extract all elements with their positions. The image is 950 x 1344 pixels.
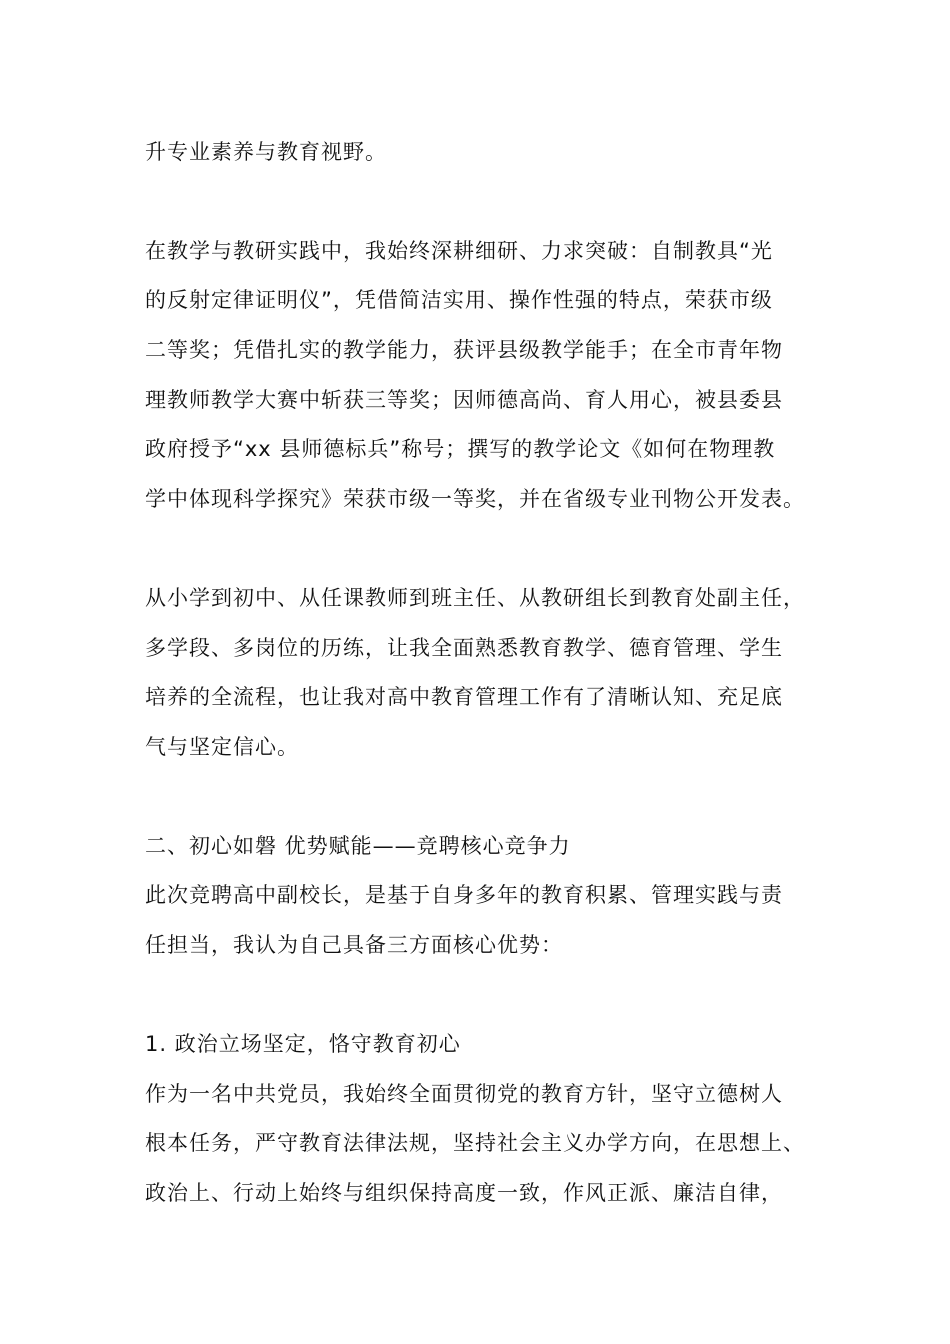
paragraph-line: 的反射定律证明仪”，凭借简洁实用、操作性强的特点，荣获市级 <box>145 288 773 312</box>
paragraph-line: 气与坚定信心。 <box>145 735 299 759</box>
paragraph-line: 升专业素养与教育视野。 <box>145 140 387 164</box>
paragraph-line: 培养的全流程，也让我对高中教育管理工作有了清晰认知、充足底 <box>145 685 783 709</box>
section-heading: 二、初心如磐 优势赋能——竞聘核心竞争力 <box>145 834 571 858</box>
paragraph-line: 政府授予“xx 县师德标兵”称号；撰写的教学论文《如何在物理教 <box>145 437 776 461</box>
paragraph-line: 作为一名中共党员，我始终全面贯彻党的教育方针，坚守立德树人 <box>145 1082 783 1106</box>
paragraph-line: 在教学与教研实践中，我始终深耕细研、力求突破：自制教具“光 <box>145 239 773 263</box>
paragraph-line: 根本任务，严守教育法律法规，坚持社会主义办学方向，在思想上、 <box>145 1131 805 1155</box>
subsection-heading: 1. 政治立场坚定，恪守教育初心 <box>145 1032 461 1056</box>
paragraph-line: 学中体现科学探究》荣获市级一等奖，并在省级专业刊物公开发表。 <box>145 487 805 511</box>
paragraph-line: 政治上、行动上始终与组织保持高度一致，作风正派、廉洁自律， <box>145 1181 783 1205</box>
paragraph-line: 此次竞聘高中副校长，是基于自身多年的教育积累、管理实践与责 <box>145 883 783 907</box>
paragraph-line: 任担当，我认为自己具备三方面核心优势： <box>145 933 563 957</box>
paragraph-line: 多学段、多岗位的历练，让我全面熟悉教育教学、德育管理、学生 <box>145 636 783 660</box>
paragraph-line: 理教师教学大赛中斩获三等奖；因师德高尚、育人用心，被县委县 <box>145 388 783 412</box>
paragraph-line: 从小学到初中、从任课教师到班主任、从教研组长到教育处副主任， <box>145 586 805 610</box>
paragraph-line: 二等奖；凭借扎实的教学能力，获评县级教学能手；在全市青年物 <box>145 338 783 362</box>
